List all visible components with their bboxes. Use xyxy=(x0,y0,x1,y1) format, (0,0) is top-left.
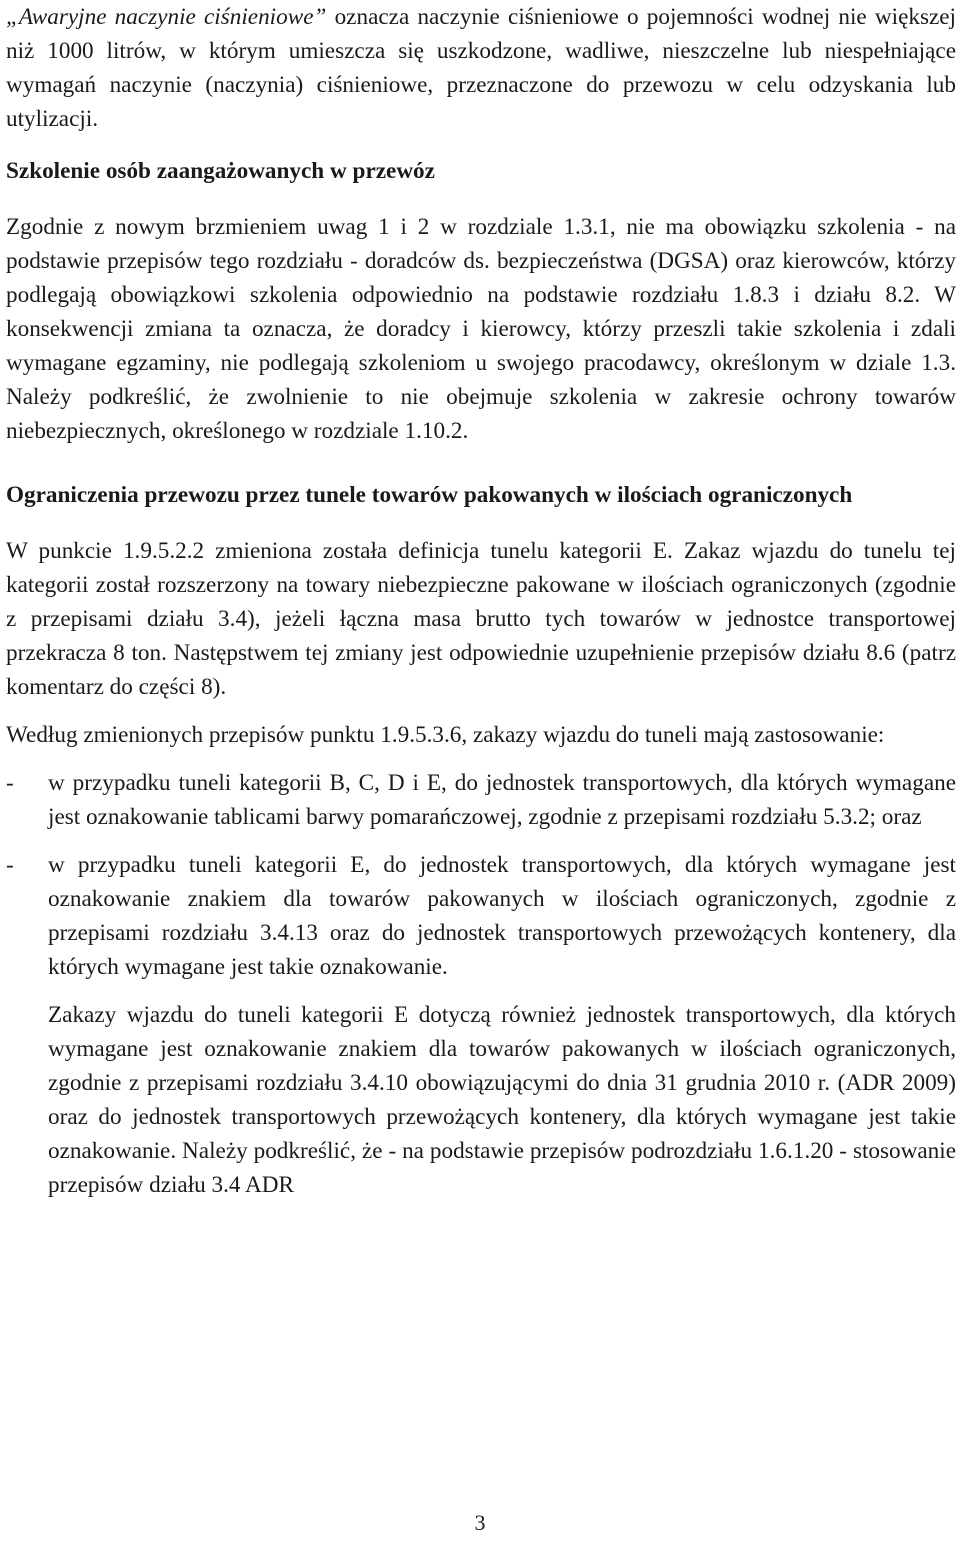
tunnels-paragraph-3: Zakazy wjazdu do tuneli kategorii E dotyczą również jednostek transportowych, dla których wymagane jest oznakowanie znakiem dla towarów pakowanych w ilościach ograniczonych, zgodnie z przepisami rozdziału 3.4.10 obowiązującymi do dnia 31 grudnia 2010 r. (ADR 2009) oraz do jednostek transportowych przewożących kontenery, dla których wymagane jest takie oznakowanie. Należy podkreślić, że - na podstawie przepisów podrozdziału 1.6.1.20 - stosowanie przepisów działu 3.4 ADR xyxy=(48,1002,956,1198)
defined-term: „Awaryjne naczynie ciśnieniowe” xyxy=(6,4,327,30)
training-paragraph: Zgodnie z nowym brzmieniem uwag 1 i 2 w rozdziale 1.3.1, nie ma obowiązku szkolenia - na podstawie przepisów tego rozdziału - doradców ds. bezpieczeństwa (DGSA) oraz kierowców, którzy podlegają obowiązkowi szkolenia odpowiednio na podstawie rozdziału 1.8.3 i działu 8.2. W konsekwencji zmiana ta oznacza, że doradcy i kierowcy, którzy przeszli takie szkolenia i zdali wymagane egzaminy, nie podlegają szkoleniom u swojego pracodawcy, określonym w dziale 1.3. Należy podkreślić, że zwolnienie to nie obejmuje szkolenia w zakresie ochrony towarów niebezpiecznych, określonego w rozdziale 1.10.2. xyxy=(6,214,956,444)
tunnels-paragraph-1: W punkcie 1.9.5.2.2 zmieniona została definicja tunelu kategorii E. Zakaz wjazdu do tunelu tej kategorii został rozszerzony na towary niebezpieczne pakowane w ilościach ograniczonych (zgodnie z przepisami działu 3.4), jeżeli łączna masa brutto tych towarów w jednostce transportowej przekracza 8 ton. Następstwem tej zmiany jest odpowiednie uzupełnienie przepisów działu 8.6 (patrz komentarz do części 8). xyxy=(6,538,956,700)
document-page xyxy=(6,0,956,1202)
list-item-text: w przypadku tuneli kategorii E, do jednostek transportowych, dla których wymagane jest oznakowanie znakiem dla towarów pakowanych w ilościach ograniczonych, zgodnie z przepisami rozdziału 3.4.13 oraz do jednostek transportowych przewożących kontenery, dla których wymagane jest takie oznakowanie. xyxy=(48,852,956,980)
section-heading-training: Szkolenie osób zaangażowanych w przewóz xyxy=(6,158,435,184)
intro-text: oznacza naczynie ciśnieniowe o pojemności wodnej nie większej niż 1000 litrów, w którym umieszcza się uszkodzone, wadliwe, nieszczelne lub niespełniające wymagań naczynie (naczynia) ciśnieniowe, przeznaczone do przewozu w celu odzyskania lub utylizacji. xyxy=(6,4,956,132)
page-number: 3 xyxy=(474,1510,486,1535)
list-dash: - xyxy=(6,770,14,796)
section-heading-tunnels: Ograniczenia przewozu przez tunele towarów pakowanych w ilościach ograniczonych xyxy=(6,482,853,508)
list-dash: - xyxy=(6,852,14,878)
tunnels-paragraph-2: Według zmienionych przepisów punktu 1.9.5.3.6, zakazy wjazdu do tuneli mają zastosowanie: xyxy=(6,722,885,748)
list-item xyxy=(6,848,956,984)
intro-paragraph xyxy=(6,0,956,136)
list-item xyxy=(6,766,956,834)
list-item-text: w przypadku tuneli kategorii B, C, D i E, do jednostek transportowych, dla których wymagane jest oznakowanie tablicami barwy pomarańczowej, zgodnie z przepisami rozdziału 5.3.2; oraz xyxy=(48,770,956,830)
